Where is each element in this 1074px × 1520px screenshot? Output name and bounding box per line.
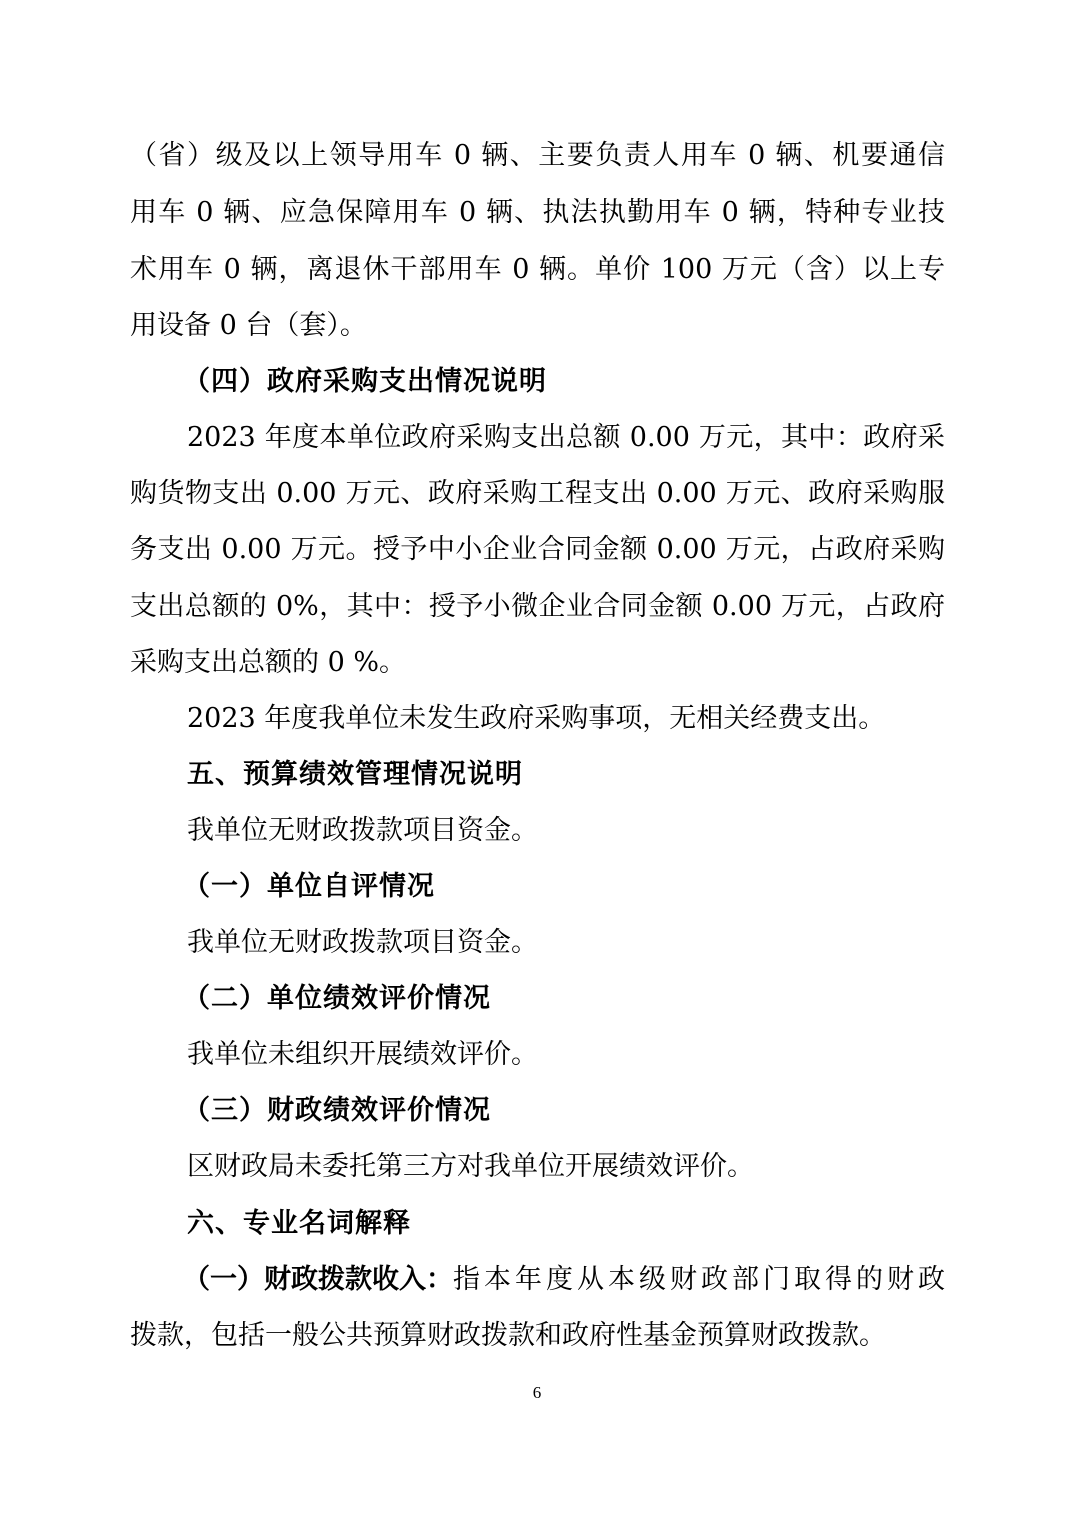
paragraph-line: 采购支出总额的 0 %。 (130, 647, 406, 678)
subheading-unit-evaluation: （二）单位绩效评价情况 (183, 983, 491, 1014)
definition-term: （一）财政拨款收入： (183, 1264, 453, 1295)
paragraph-line: （省）级及以上领导用车 0 辆、主要负责人用车 0 辆、机要通信 (130, 140, 945, 171)
section-heading-performance: 五、预算绩效管理情况说明 (187, 759, 523, 790)
paragraph-line: 我单位无财政拨款项目资金。 (187, 927, 538, 958)
section-heading-glossary: 六、专业名词解释 (187, 1208, 411, 1239)
paragraph-line: 务支出 0.00 万元。授予中小企业合同金额 0.00 万元，占政府采购 (130, 534, 945, 565)
paragraph-line: 我单位无财政拨款项目资金。 (187, 815, 538, 846)
paragraph-line: 术用车 0 辆，离退休干部用车 0 辆。单价 100 万元（含）以上专 (130, 254, 945, 285)
paragraph-line: 2023 年度我单位未发生政府采购事项，无相关经费支出。 (187, 703, 886, 734)
paragraph-line: 支出总额的 0%，其中：授予小微企业合同金额 0.00 万元，占政府 (130, 591, 945, 622)
section-heading-procurement: （四）政府采购支出情况说明 (183, 366, 547, 397)
paragraph-line: 拨款，包括一般公共预算财政拨款和政府性基金预算财政拨款。 (130, 1320, 886, 1351)
definition-line (183, 1252, 945, 1308)
paragraph-line: 区财政局未委托第三方对我单位开展绩效评价。 (187, 1151, 754, 1182)
paragraph-line: 我单位未组织开展绩效评价。 (187, 1039, 538, 1070)
page-number: 6 (532, 1383, 542, 1402)
paragraph-line: 2023 年度本单位政府采购支出总额 0.00 万元，其中：政府采 (187, 422, 945, 453)
paragraph-line: 用设备 0 台（套）。 (130, 310, 367, 341)
subheading-fiscal-evaluation: （三）财政绩效评价情况 (183, 1095, 491, 1126)
subheading-self-evaluation: （一）单位自评情况 (183, 871, 435, 902)
paragraph-line: 购货物支出 0.00 万元、政府采购工程支出 0.00 万元、政府采购服 (130, 478, 945, 509)
paragraph-line: 用车 0 辆、应急保障用车 0 辆、执法执勤用车 0 辆，特种专业技 (130, 197, 945, 228)
definition-text: 指本年度从本级财政部门取得的财政 (453, 1264, 945, 1295)
